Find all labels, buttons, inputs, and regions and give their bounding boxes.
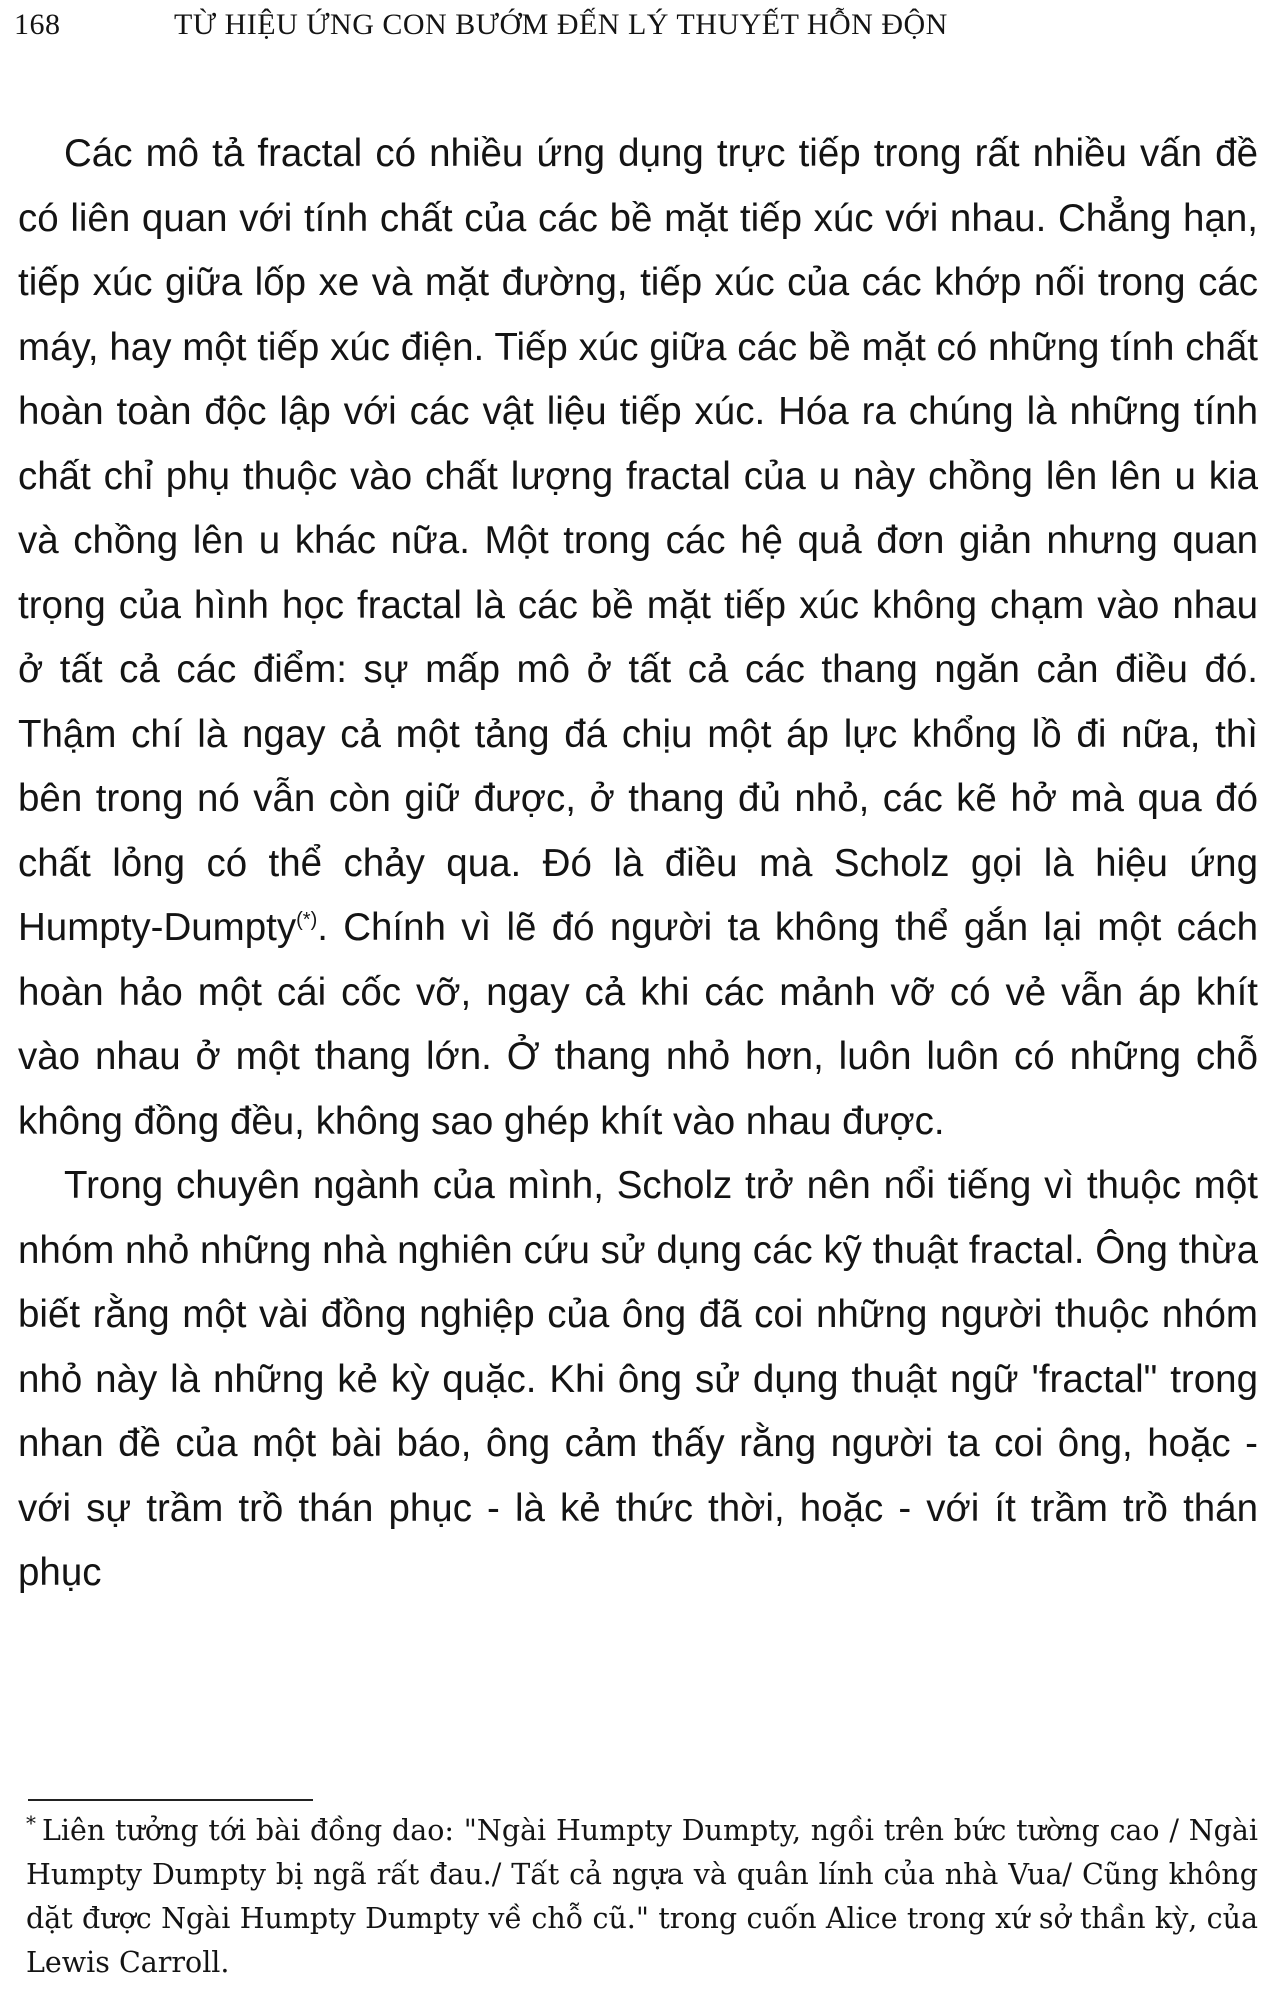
paragraph-1 (18, 122, 1258, 1154)
footnote (26, 1809, 1258, 1985)
page-number: 168 (14, 8, 61, 41)
paragraph-2: Trong chuyên ngành của mình, Scholz trở nên nổi tiếng vì thuộc một nhóm nhỏ những nhà nghiên cứu sử dụng các kỹ thuật fractal. Ông thừa biết rằng một vài đồng nghiệp của ông đã coi những người thuộc nhóm nhỏ này là những kẻ kỳ quặc. Khi ông sử dụng thuật ngữ 'fractal" trong nhan đề của một bài báo, ông cảm thấy rằng người ta coi ông, hoặc - với sự trầm trồ thán phục - là kẻ thức thời, hoặc - với ít trầm trồ thán phục (18, 1164, 1258, 1594)
body-text (18, 122, 1258, 1606)
paragraph-1-text-after-note: . Chính vì lẽ đó người ta không thể gắn lại một cách hoàn hảo một cái cốc vỡ, ngay cả khi các mảnh vỡ có vẻ vẫn áp khít vào nhau ở một thang lớn. Ở thang nhỏ hơn, luôn luôn có những chỗ không đồng đều, không sao ghép khít vào nhau được. (18, 906, 1258, 1143)
footnote-reference: (*) (296, 909, 318, 932)
footnote-text: Liên tưởng tới bài đồng dao: "Ngài Humpty Dumpty, ngồi trên bức tường cao / Ngài Humpty Dumpty bị ngã rất đau./ Tất cả ngựa và quân lính của nhà Vua/ Cũng không dặt được Ngài Humpty Dumpty về chỗ cũ." trong cuốn Alice trong xứ sở thần kỳ, của Lewis Carroll. (26, 1814, 1258, 1979)
running-header (14, 4, 1240, 46)
running-title: TỪ HIỆU ỨNG CON BƯỚM ĐẾN LÝ THUYẾT HỖN ĐỘN (174, 8, 948, 41)
paragraph-1-text-before-note: Các mô tả fractal có nhiều ứng dụng trực tiếp trong rất nhiều vấn đề có liên quan với tính chất của các bề mặt tiếp xúc với nhau. Chẳng hạn, tiếp xúc giữa lốp xe và mặt đường, tiếp xúc của các khớp nối trong các máy, hay một tiếp xúc điện. Tiếp xúc giữa các bề mặt có những tính chất hoàn toàn độc lập với các vật liệu tiếp xúc. Hóa ra chúng là những tính chất chỉ phụ thuộc vào chất lượng fractal của u này chồng lên lên u kia và chồng lên u khác nữa. Một trong các hệ quả đơn giản nhưng quan trọng của hình học fractal là các bề mặt tiếp xúc không chạm vào nhau ở tất cả các điểm: sự mấp mô ở tất cả các thang ngăn cản điều đó. Thậm chí là ngay cả một tảng đá chịu một áp lực khổng lồ đi nữa, thì bên trong nó vẫn còn giữ được, ở thang đủ nhỏ, các kẽ hở mà qua đó chất lỏng có thể chảy qua. Đó là điều mà Scholz gọi là hiệu ứng Humpty-Dumpty (18, 132, 1258, 949)
footnote-marker: * (26, 1810, 36, 1835)
footnote-divider (28, 1799, 313, 1801)
